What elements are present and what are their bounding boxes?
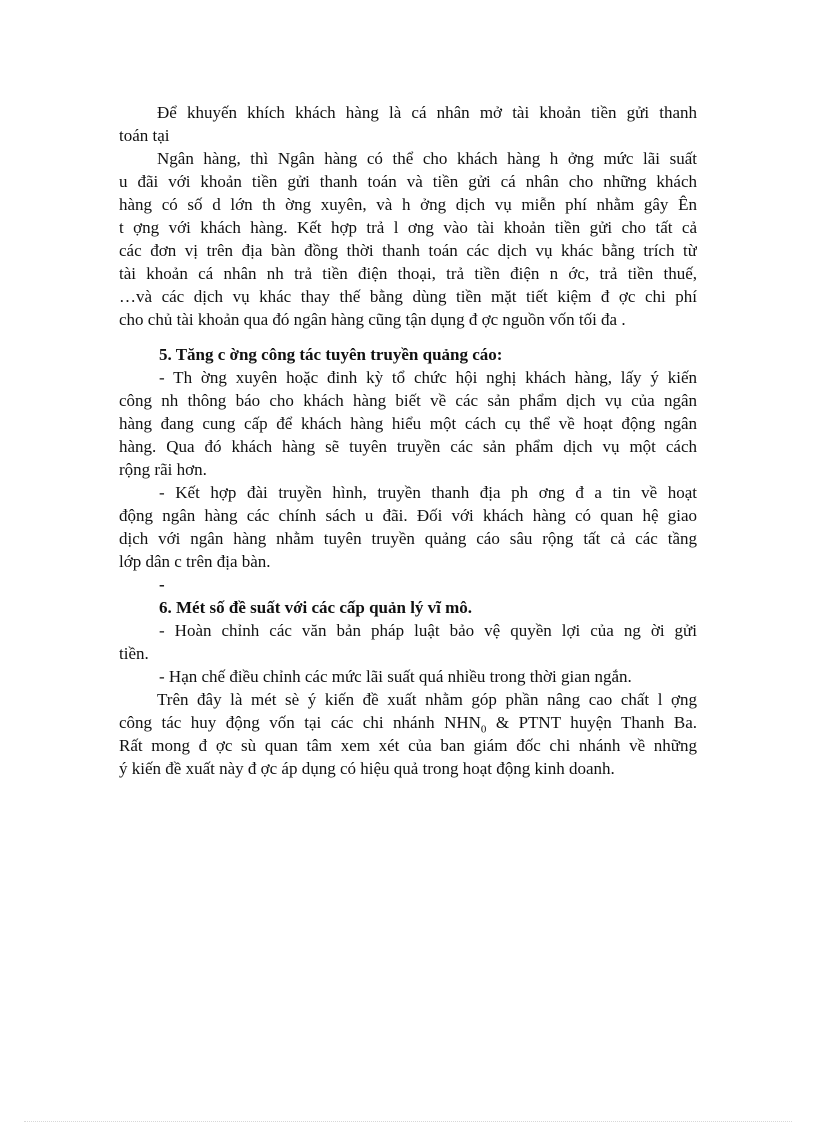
subscript: 0 xyxy=(480,723,487,734)
text-line: tài khoản cá nhân nh trả tiền điện thoại, trả tiền điện n ớc, trả tiền thuế, xyxy=(119,264,697,283)
text-line: u đãi với khoản tiền gửi thanh toán và tiền gửi cá nhân cho những khách xyxy=(119,172,697,191)
text-line: dịch với ngân hàng nhằm tuyên truyền quảng cáo sâu rộng tất cả các tầng xyxy=(119,529,697,548)
text-line: hàng có số d lớn th ờng xuyên, và h ởng dịch vụ miễn phí nhằm gây Ên xyxy=(119,195,697,214)
text-line: tiền. xyxy=(119,644,149,663)
text-line: động ngân hàng các chính sách u đãi. Đối với khách hàng có quan hệ giao xyxy=(119,506,697,525)
text-line: Rất mong đ ợc sù quan tâm xem xét của ban giám đốc chi nhánh về những xyxy=(119,736,697,755)
text-line: t ợng với khách hàng. Kết hợp trả l ơng vào tài khoản tiền gửi cho tất cả xyxy=(119,218,697,237)
text-line: cho chủ tài khoản qua đó ngân hàng cũng tận dụng đ ợc nguồn vốn tối đa . xyxy=(119,310,626,329)
text-line: toán tại xyxy=(119,126,170,145)
text-segment: & PTNT huyện Thanh Ba. xyxy=(486,713,697,732)
text-line: ý kiến đề xuất này đ ợc áp dụng có hiệu quả trong hoạt động kinh doanh. xyxy=(119,759,615,778)
paragraph-account-incentive xyxy=(119,147,697,331)
text-line: - xyxy=(159,575,165,594)
section-heading-5: 5. Tăng c ờng công tác tuyên truyền quảng cáo: xyxy=(159,345,503,364)
paragraph-media-cooperation xyxy=(119,481,697,596)
section-heading-6: 6. Mét số đề suất với các cấp quản lý vĩ mô. xyxy=(159,598,473,617)
text-line: - Th ờng xuyên hoặc đinh kỳ tổ chức hội nghị khách hàng, lấy ý kiến xyxy=(159,368,697,387)
text-line: …và các dịch vụ khác thay thế bằng dùng tiền mặt tiết kiệm đ ợc chi phí xyxy=(119,287,697,306)
paragraph-interest-limit xyxy=(119,665,697,688)
text-line: Để khuyến khích khách hàng là cá nhân mở tài khoản tiền gửi thanh xyxy=(157,103,697,122)
text-line: hàng đang cung cấp để khách hàng hiểu một cách cụ thể về hoạt động ngân xyxy=(119,414,697,433)
document-body xyxy=(119,101,697,780)
text-line-with-subscript xyxy=(119,711,697,734)
text-line: - Hạn chế điều chỉnh các mức lãi suất quá nhiều trong thời gian ngắn. xyxy=(159,667,632,686)
page-bottom-divider xyxy=(24,1121,792,1122)
text-line: công nh thông báo cho khách hàng biết về các sản phẩm dịch vụ của ngân xyxy=(119,391,697,410)
text-line: rộng rãi hơn. xyxy=(119,460,207,479)
text-line: các đơn vị trên địa bàn đồng thời thanh toán các dịch vụ khác bằng trích từ xyxy=(119,241,697,260)
text-segment: công tác huy động vốn tại các chi nhánh NHN xyxy=(119,713,481,732)
paragraph-legal-documents xyxy=(119,619,697,665)
text-line: Ngân hàng, thì Ngân hàng có thể cho khách hàng h ởng mức lãi suất xyxy=(157,149,697,168)
text-line: hàng. Qua đó khách hàng sẽ tuyên truyền các sản phẩm dịch vụ một cách xyxy=(119,437,697,456)
text-line: lớp dân c trên địa bàn. xyxy=(119,552,271,571)
text-line: - Kết hợp đài truyền hình, truyền thanh địa ph ơng đ a tin về hoạt xyxy=(159,483,697,502)
text-line: - Hoàn chỉnh các văn bản pháp luật bảo vệ quyền lợi của ng ời gửi xyxy=(159,621,697,640)
paragraph-customer-conference xyxy=(119,366,697,481)
paragraph-conclusion xyxy=(119,688,697,780)
text-line: Trên đây là mét sè ý kiến đề xuất nhằm góp phần nâng cao chất l ợng xyxy=(157,690,697,709)
paragraph-account-incentive-intro xyxy=(119,101,697,147)
spacer xyxy=(119,331,697,343)
